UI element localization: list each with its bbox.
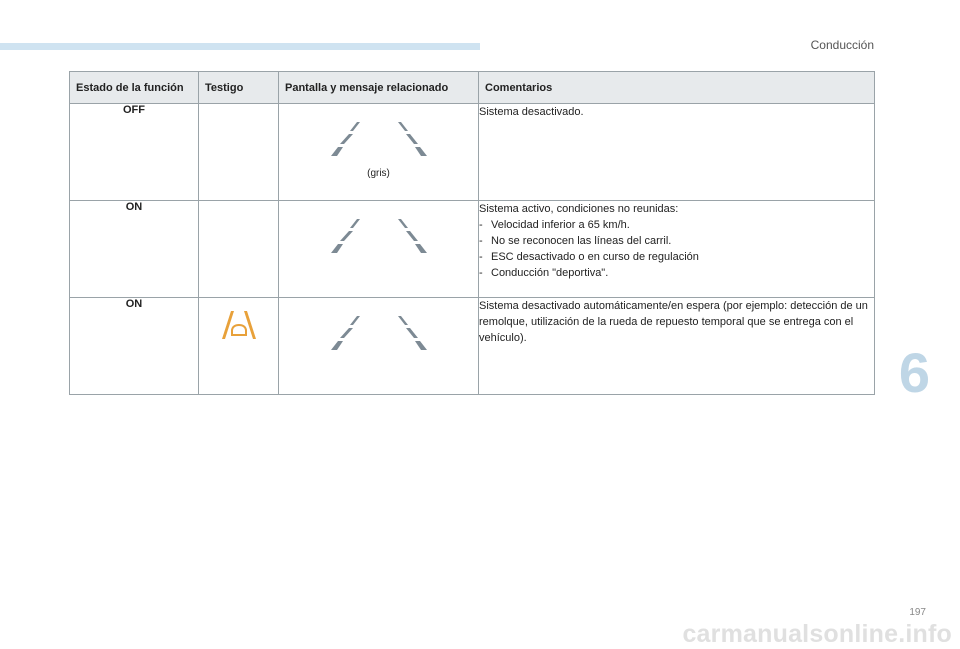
list-item: - Conducción "deportiva". [479, 267, 609, 279]
lane-lines-icon [329, 122, 429, 156]
display-caption: (gris) [367, 168, 390, 179]
display-cell [279, 201, 479, 298]
function-status-table [69, 71, 875, 395]
state-cell: ON [70, 201, 199, 298]
comment-text: Sistema desactivado. [479, 106, 584, 118]
table-row [70, 104, 875, 201]
column-header-comments: Comentarios [479, 72, 875, 104]
lane-lines-icon [329, 316, 429, 350]
lane-warning-icon [221, 310, 257, 340]
state-cell: ON [70, 298, 199, 395]
indicator-cell [199, 201, 279, 298]
comment-cell [479, 298, 875, 395]
table-header-row [70, 72, 875, 104]
header-accent-bar [0, 43, 480, 50]
comment-cell [479, 104, 875, 201]
indicator-cell [199, 104, 279, 201]
state-cell: OFF [70, 104, 199, 201]
page-number: 197 [909, 607, 926, 618]
list-item: - Velocidad inferior a 65 km/h. [479, 219, 630, 231]
comment-cell [479, 201, 875, 298]
lane-lines-icon [329, 219, 429, 253]
section-title: Conducción [810, 38, 874, 52]
table-row [70, 201, 875, 298]
footer-watermark: carmanualsonline.info [682, 620, 952, 648]
list-item: - No se reconocen las líneas del carril. [479, 235, 672, 247]
chapter-number: 6 [898, 341, 930, 404]
column-header-display: Pantalla y mensaje relacionado [279, 72, 479, 104]
list-item: - ESC desactivado o en curso de regulación [479, 251, 699, 263]
display-cell [279, 104, 479, 201]
comment-text: Sistema desactivado automáticamente/en espera (por ejemplo: detección de un remolque, utilización de la rueda de repuesto temporal que se entrega con el vehículo). [479, 300, 868, 344]
comment-text: Sistema activo, condiciones no reunidas: [479, 203, 679, 215]
column-header-state: Estado de la función [70, 72, 199, 104]
display-cell [279, 298, 479, 395]
indicator-cell [199, 298, 279, 395]
table-row [70, 298, 875, 395]
column-header-indicator: Testigo [199, 72, 279, 104]
